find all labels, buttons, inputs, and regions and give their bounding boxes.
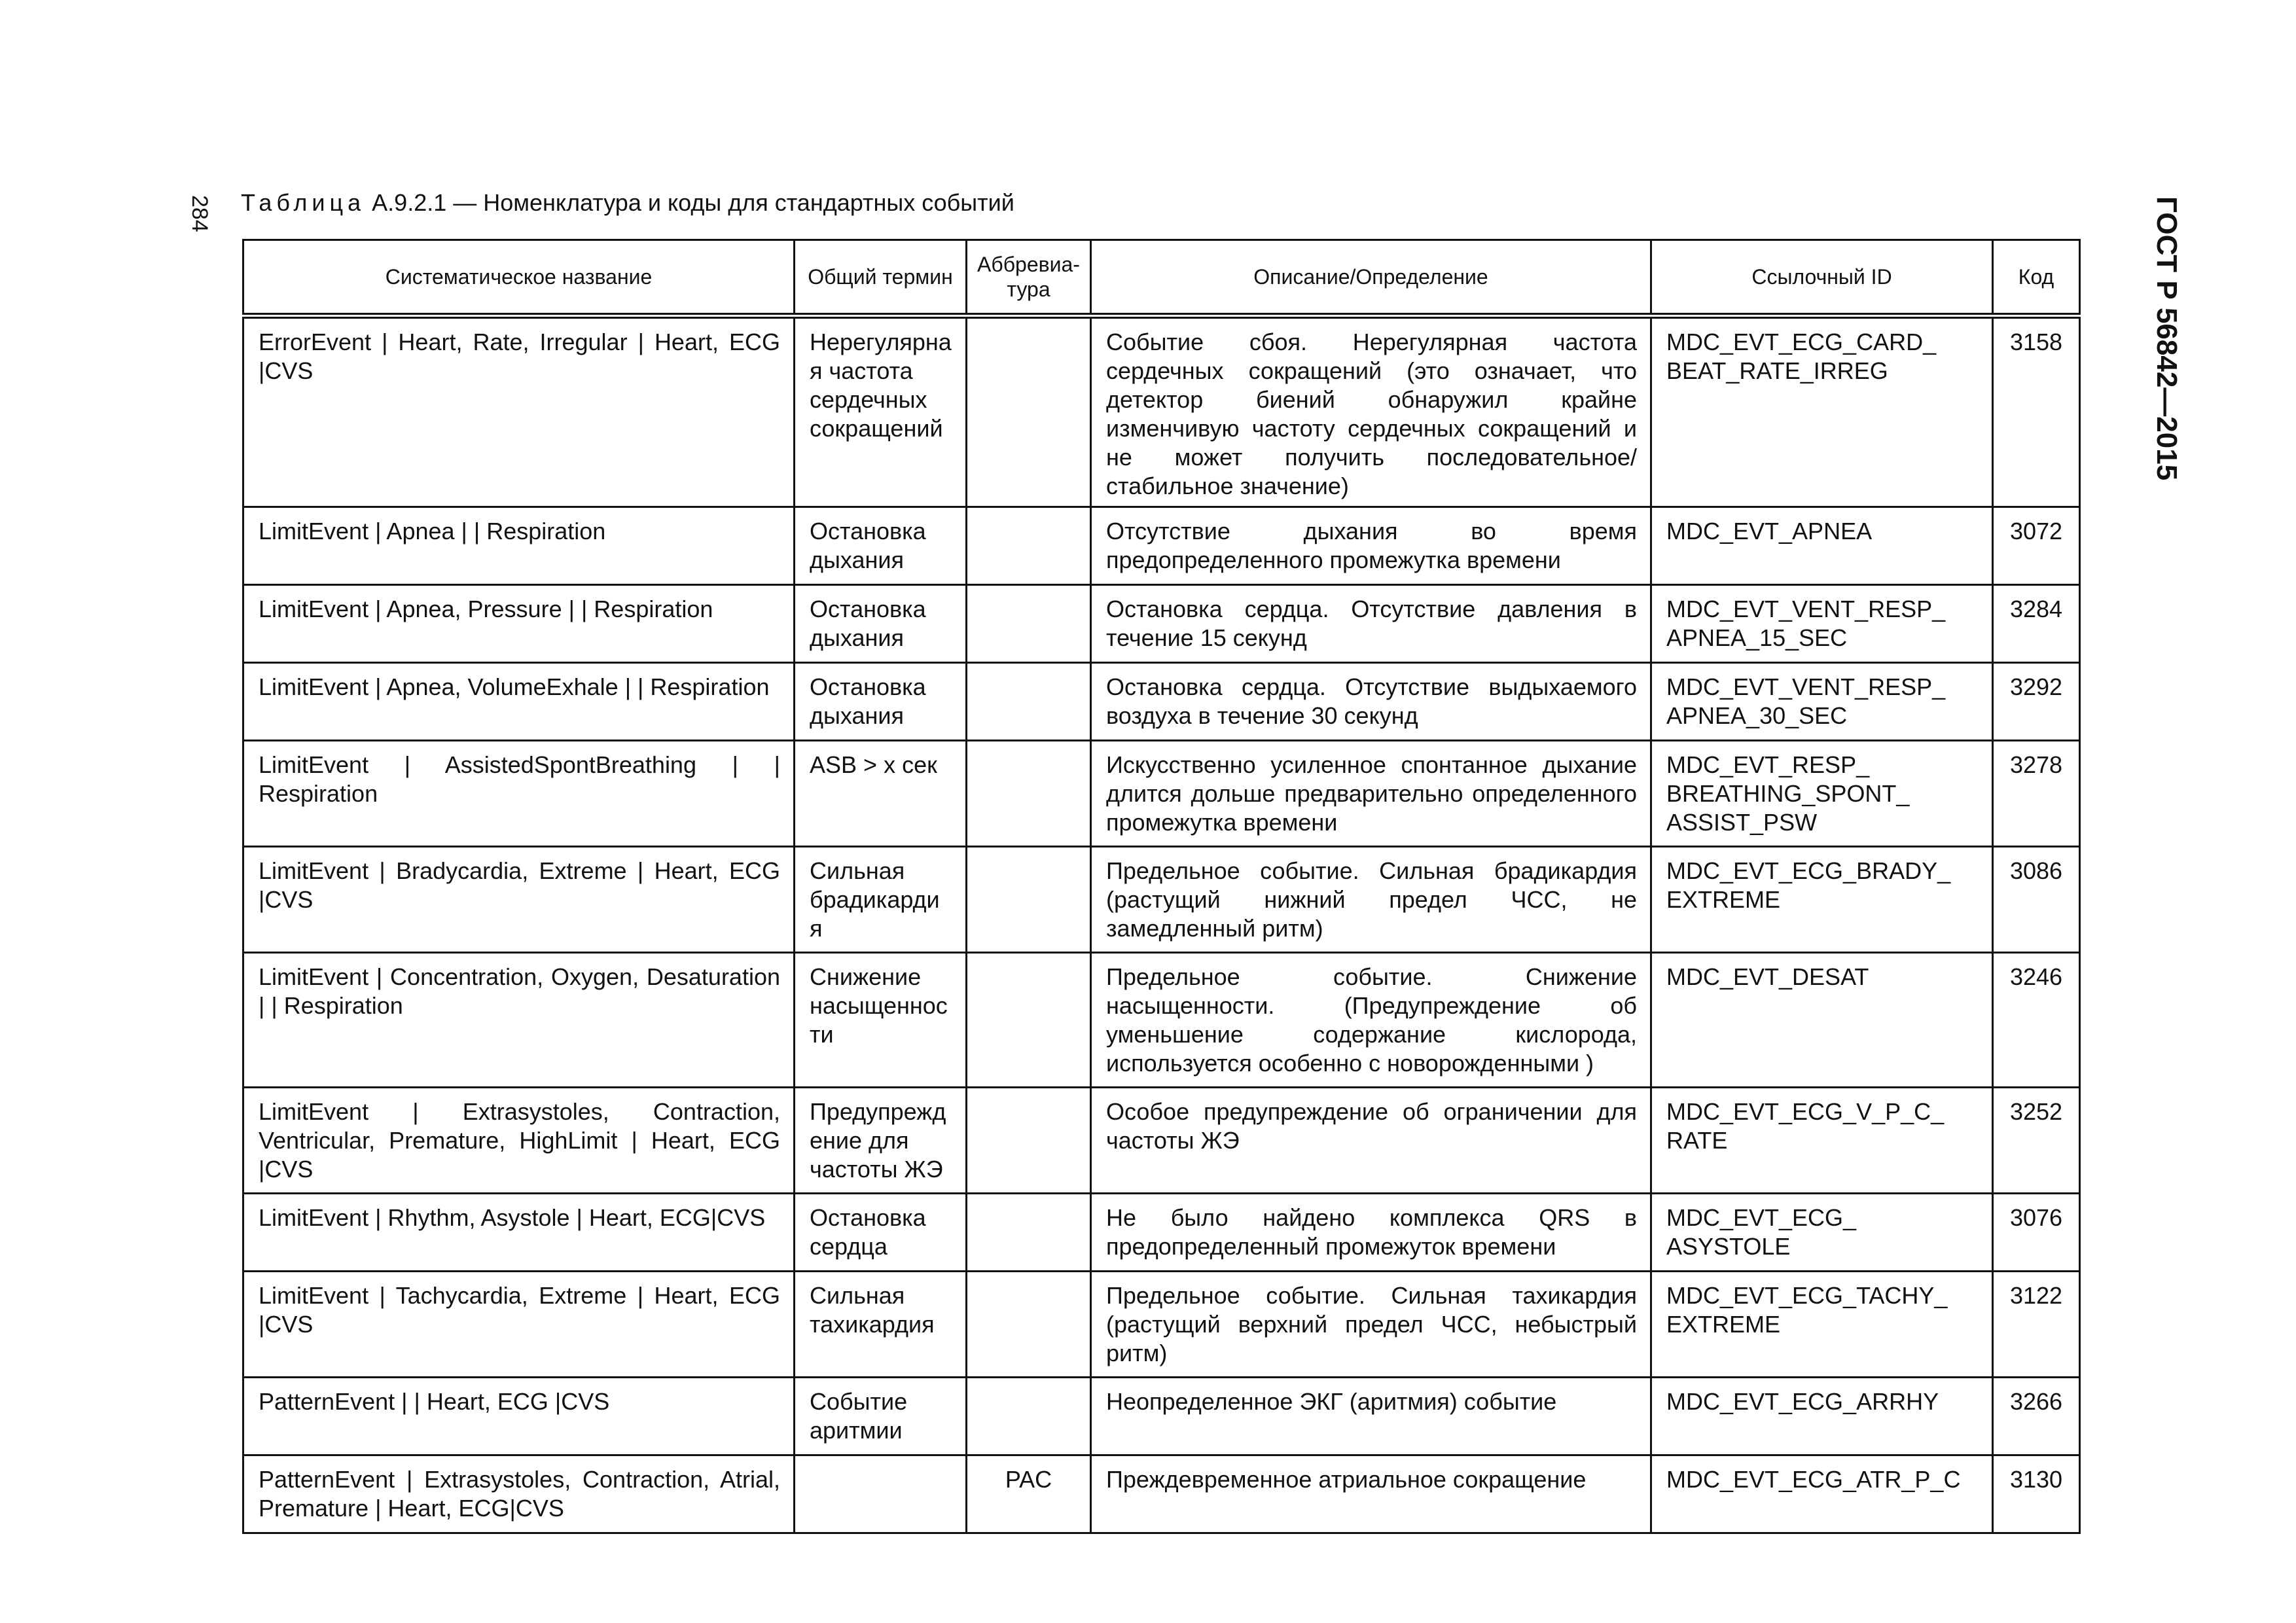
cell-code: 3252 xyxy=(1993,1088,2080,1194)
page-number: 284 xyxy=(187,195,212,232)
cell-common-term xyxy=(795,1455,967,1533)
cell-abbreviation xyxy=(967,1088,1091,1194)
cell-common-term: Остановка дыхания xyxy=(795,507,967,585)
cell-common-term: Событие аритмии xyxy=(795,1378,967,1455)
cell-code: 3086 xyxy=(1993,847,2080,953)
table-caption xyxy=(241,188,1014,217)
cell-code: 3122 xyxy=(1993,1272,2080,1378)
cell-abbreviation xyxy=(967,663,1091,741)
cell-description: Событие сбоя. Нерегулярная частота сердечных сокращений (это означает, что детектор биений обнаружил крайне изменчивую частоту сердечных сокращений и не может получить последовательное/стабильное значение) xyxy=(1091,316,1651,507)
cell-description: Искусственно усиленное спонтанное дыхание длится дольше предварительно определенного промежутка времени xyxy=(1091,741,1651,847)
cell-common-term: Снижение насыщенности xyxy=(795,953,967,1088)
cell-abbreviation xyxy=(967,1272,1091,1378)
cell-reference-id: MDC_EVT_ECG_V_P_C_ RATE xyxy=(1651,1088,1993,1194)
cell-abbreviation xyxy=(967,507,1091,585)
cell-code: 3076 xyxy=(1993,1194,2080,1272)
cell-code: 3278 xyxy=(1993,741,2080,847)
cell-common-term: Нерегулярная частота сердечных сокращений xyxy=(795,316,967,507)
table-row xyxy=(243,1272,2080,1378)
header-reference-id: Ссылочный ID xyxy=(1651,240,1993,316)
cell-description: Предельное событие. Сильная брадикардия (растущий нижний предел ЧСС, не замедленный ритм) xyxy=(1091,847,1651,953)
cell-code: 3266 xyxy=(1993,1378,2080,1455)
table-row xyxy=(243,741,2080,847)
cell-common-term: Остановка сердца xyxy=(795,1194,967,1272)
table-row xyxy=(243,1088,2080,1194)
cell-systematic-name: PatternEvent | Extrasystoles, Contraction, Atrial, Premature | Heart, ECG|CVS xyxy=(243,1455,795,1533)
cell-code: 3158 xyxy=(1993,316,2080,507)
cell-common-term: Остановка дыхания xyxy=(795,663,967,741)
cell-abbreviation: PAC xyxy=(967,1455,1091,1533)
caption-label: Таблица xyxy=(241,189,366,216)
table-row xyxy=(243,507,2080,585)
cell-abbreviation xyxy=(967,953,1091,1088)
cell-common-term: Сильная тахикардия xyxy=(795,1272,967,1378)
cell-systematic-name: LimitEvent | Apnea, VolumeExhale | | Respiration xyxy=(243,663,795,741)
cell-description: Предельное событие. Сильная тахикардия (растущий верхний предел ЧСС, небыстрый ритм) xyxy=(1091,1272,1651,1378)
cell-systematic-name: LimitEvent | AssistedSpontBreathing | | Respiration xyxy=(243,741,795,847)
cell-description: Не было найдено комплекса QRS в предопределенный промежуток времени xyxy=(1091,1194,1651,1272)
cell-reference-id: MDC_EVT_DESAT xyxy=(1651,953,1993,1088)
cell-common-term: ASB > x сек xyxy=(795,741,967,847)
cell-common-term: Остановка дыхания xyxy=(795,585,967,663)
cell-reference-id: MDC_EVT_ECG_CARD_ BEAT_RATE_IRREG xyxy=(1651,316,1993,507)
cell-reference-id: MDC_EVT_ECG_TACHY_ EXTREME xyxy=(1651,1272,1993,1378)
cell-reference-id: MDC_EVT_ECG_ ASYSTOLE xyxy=(1651,1194,1993,1272)
cell-code: 3072 xyxy=(1993,507,2080,585)
table-row xyxy=(243,1455,2080,1533)
table-row xyxy=(243,847,2080,953)
cell-reference-id: MDC_EVT_RESP_ BREATHING_SPONT_ ASSIST_PSW xyxy=(1651,741,1993,847)
cell-abbreviation xyxy=(967,1378,1091,1455)
cell-abbreviation xyxy=(967,741,1091,847)
table-row xyxy=(243,585,2080,663)
cell-systematic-name: LimitEvent | Concentration, Oxygen, Desaturation | | Respiration xyxy=(243,953,795,1088)
cell-description: Остановка сердца. Отсутствие выдыхаемого воздуха в течение 30 секунд xyxy=(1091,663,1651,741)
caption-text: А.9.2.1 — Номенклатура и коды для стандартных событий xyxy=(365,189,1014,216)
cell-code: 3284 xyxy=(1993,585,2080,663)
cell-reference-id: MDC_EVT_VENT_RESP_ APNEA_30_SEC xyxy=(1651,663,1993,741)
cell-systematic-name: LimitEvent | Extrasystoles, Contraction, Ventricular, Premature, HighLimit | Heart, ECG |CVS xyxy=(243,1088,795,1194)
cell-systematic-name: LimitEvent | Apnea | | Respiration xyxy=(243,507,795,585)
table-row xyxy=(243,663,2080,741)
nomenclature-table xyxy=(242,239,2081,1534)
table-header-row xyxy=(243,240,2080,316)
cell-description: Особое предупреждение об ограничении для частоты ЖЭ xyxy=(1091,1088,1651,1194)
cell-code: 3292 xyxy=(1993,663,2080,741)
cell-common-term: Сильная брадикардия xyxy=(795,847,967,953)
cell-systematic-name: LimitEvent | Bradycardia, Extreme | Heart, ECG |CVS xyxy=(243,847,795,953)
cell-description: Неопределенное ЭКГ (аритмия) событие xyxy=(1091,1378,1651,1455)
cell-reference-id: MDC_EVT_ECG_BRADY_ EXTREME xyxy=(1651,847,1993,953)
cell-description: Предельное событие. Снижение насыщенности. (Предупреждение об уменьшение содержание кислорода, используется особенно с новорожденными ) xyxy=(1091,953,1651,1088)
cell-description: Остановка сердца. Отсутствие давления в течение 15 секунд xyxy=(1091,585,1651,663)
cell-abbreviation xyxy=(967,316,1091,507)
cell-reference-id: MDC_EVT_APNEA xyxy=(1651,507,1993,585)
cell-code: 3246 xyxy=(1993,953,2080,1088)
cell-code: 3130 xyxy=(1993,1455,2080,1533)
table-row xyxy=(243,1378,2080,1455)
cell-systematic-name: PatternEvent | | Heart, ECG |CVS xyxy=(243,1378,795,1455)
cell-description: Преждевременное атриальное сокращение xyxy=(1091,1455,1651,1533)
header-common-term: Общий термин xyxy=(795,240,967,316)
cell-systematic-name: LimitEvent | Apnea, Pressure | | Respiration xyxy=(243,585,795,663)
table-row xyxy=(243,1194,2080,1272)
table-row xyxy=(243,953,2080,1088)
cell-abbreviation xyxy=(967,1194,1091,1272)
table-row xyxy=(243,316,2080,507)
cell-systematic-name: LimitEvent | Rhythm, Asystole | Heart, ECG|CVS xyxy=(243,1194,795,1272)
cell-systematic-name: LimitEvent | Tachycardia, Extreme | Heart, ECG |CVS xyxy=(243,1272,795,1378)
cell-description: Отсутствие дыхания во время предопределенного промежутка времени xyxy=(1091,507,1651,585)
cell-reference-id: MDC_EVT_ECG_ATR_P_C xyxy=(1651,1455,1993,1533)
header-description: Описание/Определение xyxy=(1091,240,1651,316)
cell-systematic-name: ErrorEvent | Heart, Rate, Irregular | Heart, ECG |CVS xyxy=(243,316,795,507)
cell-reference-id: MDC_EVT_ECG_ARRHY xyxy=(1651,1378,1993,1455)
header-abbreviation: Аббревиа-тура xyxy=(967,240,1091,316)
cell-abbreviation xyxy=(967,585,1091,663)
cell-abbreviation xyxy=(967,847,1091,953)
cell-common-term: Предупреждение для частоты ЖЭ xyxy=(795,1088,967,1194)
header-systematic-name: Систематическое название xyxy=(243,240,795,316)
standard-code: ГОСТ Р 56842—2015 xyxy=(2151,196,2183,481)
cell-reference-id: MDC_EVT_VENT_RESP_ APNEA_15_SEC xyxy=(1651,585,1993,663)
header-code: Код xyxy=(1993,240,2080,316)
